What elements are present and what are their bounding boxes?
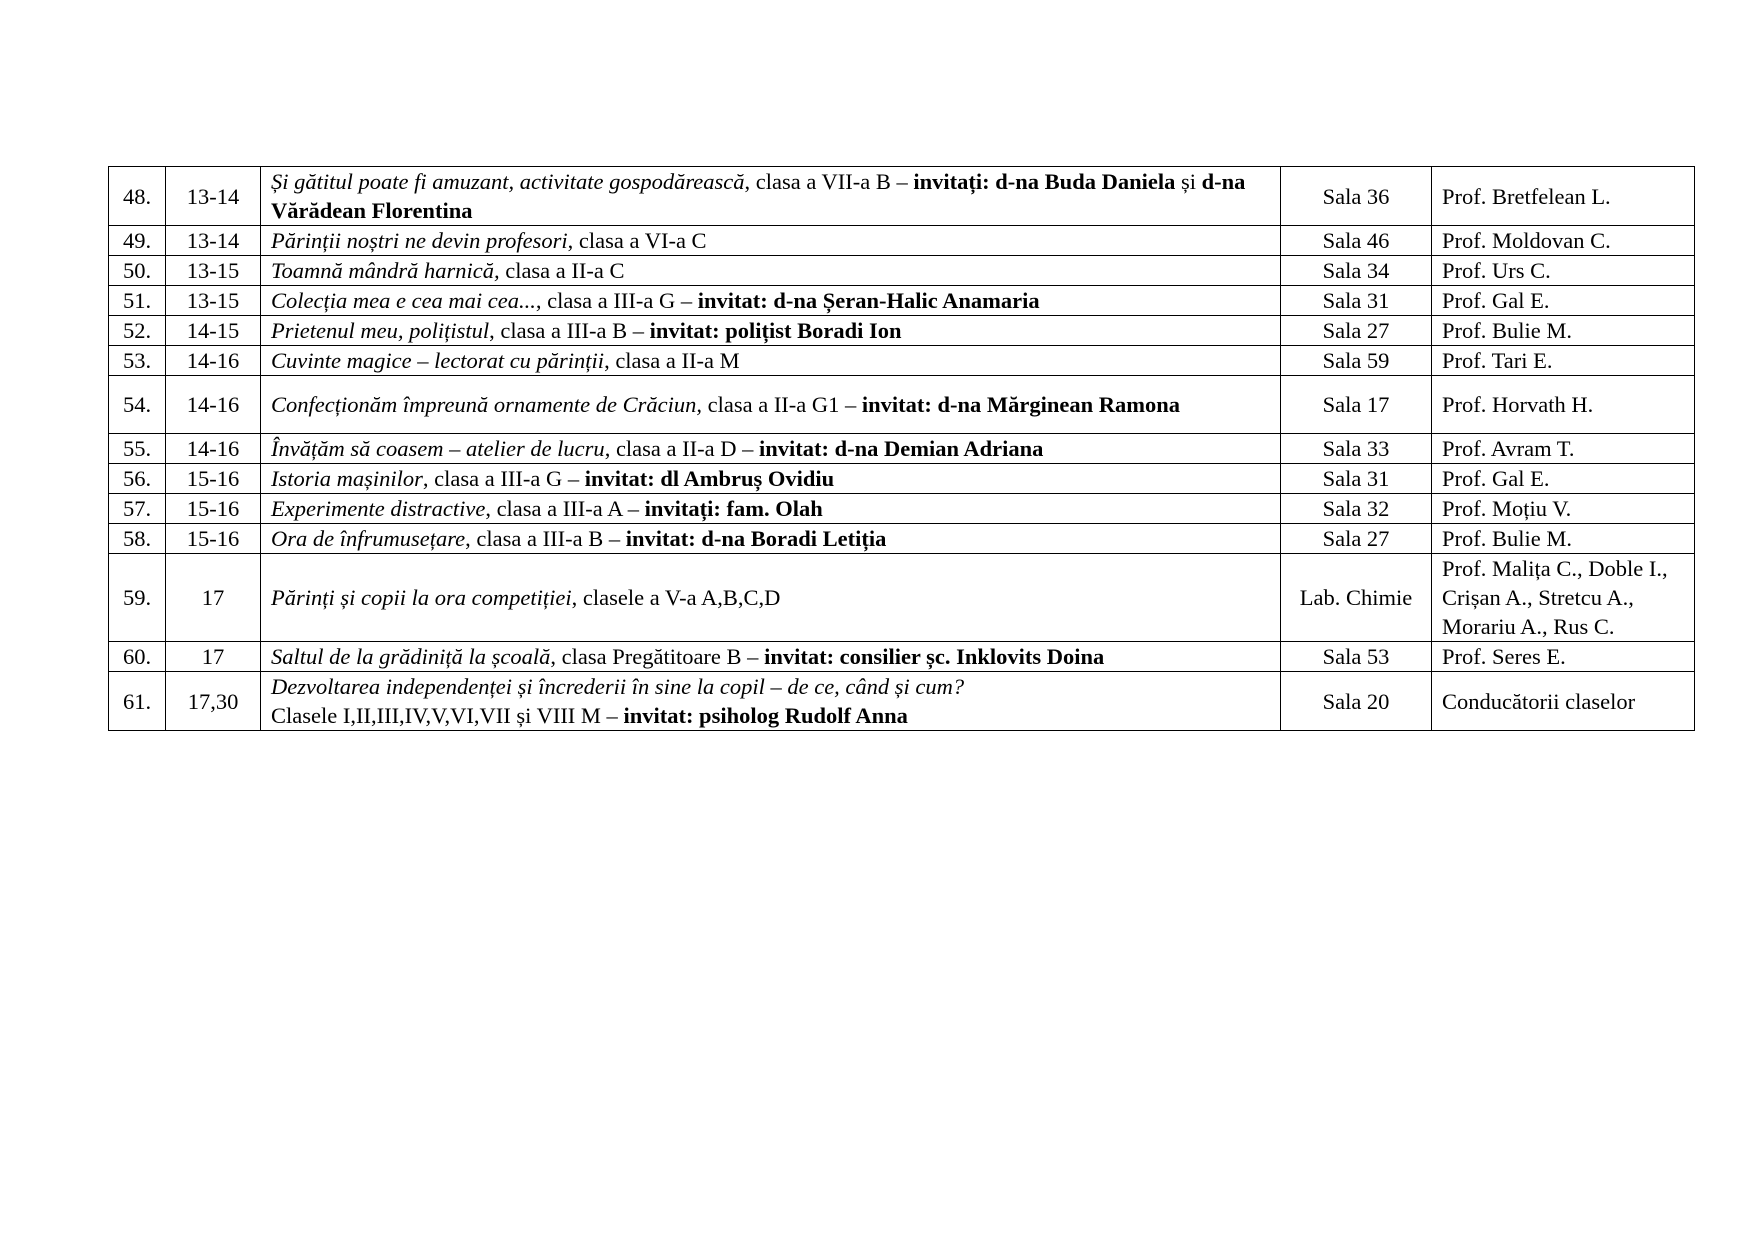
activity-title: Părinții noștri ne devin profesori [271, 228, 568, 253]
table-row [109, 346, 1695, 376]
activity-schedule-table [108, 166, 1695, 731]
teacher-cell: Prof. Malița C., Doble I., Crișan A., Stretcu A., Morariu A., Rus C. [1432, 554, 1695, 642]
time-slot: 13-15 [166, 256, 261, 286]
table-row [109, 524, 1695, 554]
activity-title: Toamnă mândră harnică, [271, 258, 500, 283]
room-cell: Sala 34 [1281, 256, 1432, 286]
room-cell: Sala 31 [1281, 286, 1432, 316]
row-number: 54. [109, 376, 166, 434]
time-slot: 14-16 [166, 346, 261, 376]
teacher-cell: Prof. Moțiu V. [1432, 494, 1695, 524]
row-number: 48. [109, 167, 166, 226]
activity-title: Prietenul meu, polițistul [271, 318, 490, 343]
teacher-cell: Prof. Bulie M. [1432, 524, 1695, 554]
guest-text: invitați: d-na Buda Daniela [913, 169, 1176, 194]
table-row [109, 642, 1695, 672]
teacher-cell: Prof. Urs C. [1432, 256, 1695, 286]
table-row [109, 464, 1695, 494]
room-cell: Sala 31 [1281, 464, 1432, 494]
guest-text: invitat: d-na Șeran-Halic Anamaria [697, 288, 1040, 313]
activity-cell [261, 494, 1281, 524]
time-slot: 17 [166, 554, 261, 642]
row-number: 51. [109, 286, 166, 316]
activity-cell [261, 316, 1281, 346]
class-text: clasa a II-a C [499, 258, 625, 283]
activity-title: Cuvinte magice – lectorat cu părinții [271, 348, 605, 373]
class-text: , clasa a II-a M [604, 348, 740, 373]
guest-text: invitat: d-na Mărginean Ramona [861, 392, 1181, 417]
activity-title: Istoria mașinilor [271, 466, 423, 491]
activity-title: Confecționăm împreună ornamente de Crăciun, [271, 392, 702, 417]
row-number: 60. [109, 642, 166, 672]
table-row [109, 672, 1695, 731]
class-text: , clasa a VI-a C [567, 228, 707, 253]
class-text: Clasele I,II,III,IV,V,VI,VII și VIII M – [271, 703, 624, 728]
room-cell: Sala 32 [1281, 494, 1432, 524]
activity-cell [261, 464, 1281, 494]
time-slot: 14-15 [166, 316, 261, 346]
activity-cell [261, 672, 1281, 731]
room-cell: Lab. Chimie [1281, 554, 1432, 642]
activity-cell [261, 226, 1281, 256]
time-slot: 13-14 [166, 226, 261, 256]
class-text: , clasa a II-a D – [604, 436, 759, 461]
row-number: 52. [109, 316, 166, 346]
room-cell: Sala 33 [1281, 434, 1432, 464]
activity-cell [261, 554, 1281, 642]
table-row [109, 316, 1695, 346]
teacher-cell: Prof. Avram T. [1432, 434, 1695, 464]
activity-title: Învățăm să coasem – atelier de lucru [271, 436, 605, 461]
time-slot: 15-16 [166, 494, 261, 524]
activity-title: Colecția mea e cea mai cea... [271, 288, 536, 313]
table-row [109, 434, 1695, 464]
activity-title: Părinți și copii la ora competiției [271, 585, 572, 610]
table-row [109, 167, 1695, 226]
guest-text-secondary: d-na Vărădean Florentina [271, 169, 1246, 223]
teacher-cell: Prof. Bretfelean L. [1432, 167, 1695, 226]
room-cell: Sala 27 [1281, 316, 1432, 346]
room-cell: Sala 59 [1281, 346, 1432, 376]
time-slot: 14-16 [166, 434, 261, 464]
room-cell: Sala 20 [1281, 672, 1432, 731]
time-slot: 17 [166, 642, 261, 672]
class-text: , clasa a III-a G – [535, 288, 698, 313]
activity-cell [261, 642, 1281, 672]
activity-cell [261, 376, 1281, 434]
activity-title: Dezvoltarea independenței și încrederii în sine la copil – de ce, când și cum? [271, 674, 965, 699]
activity-cell [261, 167, 1281, 226]
time-slot: 15-16 [166, 524, 261, 554]
connector-text: și [1175, 169, 1202, 194]
room-cell: Sala 36 [1281, 167, 1432, 226]
table-row [109, 376, 1695, 434]
teacher-cell: Conducătorii claselor [1432, 672, 1695, 731]
room-cell: Sala 27 [1281, 524, 1432, 554]
activity-cell [261, 256, 1281, 286]
activity-title: Și gătitul poate fi amuzant, activitate gospodărească [271, 169, 745, 194]
time-slot: 13-14 [166, 167, 261, 226]
row-number: 49. [109, 226, 166, 256]
teacher-cell: Prof. Seres E. [1432, 642, 1695, 672]
time-slot: 13-15 [166, 286, 261, 316]
room-cell: Sala 46 [1281, 226, 1432, 256]
room-cell: Sala 17 [1281, 376, 1432, 434]
activity-title: Experimente distractive [271, 496, 486, 521]
teacher-cell: Prof. Moldovan C. [1432, 226, 1695, 256]
table-row [109, 226, 1695, 256]
table-row [109, 554, 1695, 642]
activity-title: Saltul de la grădiniță la școală [271, 644, 551, 669]
guest-text: invitat: d-na Boradi Letiția [625, 526, 887, 551]
table-row [109, 256, 1695, 286]
row-number: 50. [109, 256, 166, 286]
guest-text: invitat: psiholog Rudolf Anna [623, 703, 908, 728]
row-number: 57. [109, 494, 166, 524]
activity-cell [261, 286, 1281, 316]
row-number: 61. [109, 672, 166, 731]
teacher-cell: Prof. Bulie M. [1432, 316, 1695, 346]
row-number: 55. [109, 434, 166, 464]
row-number: 58. [109, 524, 166, 554]
class-text: , clasa a III-a B – [489, 318, 650, 343]
activity-title: Ora de înfrumusețare [271, 526, 466, 551]
table-row [109, 494, 1695, 524]
class-text: , clasa Pregătitoare B – [550, 644, 765, 669]
teacher-cell: Prof. Horvath H. [1432, 376, 1695, 434]
guest-text: invitat: dl Ambruș Ovidiu [584, 466, 835, 491]
teacher-cell: Prof. Gal E. [1432, 464, 1695, 494]
teacher-cell: Prof. Gal E. [1432, 286, 1695, 316]
class-text: , clasa a VII-a B – [744, 169, 914, 194]
time-slot: 15-16 [166, 464, 261, 494]
time-slot: 17,30 [166, 672, 261, 731]
activity-cell [261, 524, 1281, 554]
time-slot: 14-16 [166, 376, 261, 434]
room-cell: Sala 53 [1281, 642, 1432, 672]
table-row [109, 286, 1695, 316]
row-number: 59. [109, 554, 166, 642]
class-text: , clasa a III-a G – [422, 466, 585, 491]
guest-text: invitat: polițist Boradi Ion [649, 318, 902, 343]
class-text: , clasele a V-a A,B,C,D [571, 585, 781, 610]
class-text: , clasa a III-a A – [485, 496, 645, 521]
guest-text: invitat: consilier șc. Inklovits Doina [764, 644, 1105, 669]
row-number: 56. [109, 464, 166, 494]
guest-text: invitați: fam. Olah [644, 496, 823, 521]
teacher-cell: Prof. Tari E. [1432, 346, 1695, 376]
class-text: clasa a II-a G1 – [701, 392, 862, 417]
activity-cell [261, 434, 1281, 464]
class-text: , clasa a III-a B – [465, 526, 626, 551]
row-number: 53. [109, 346, 166, 376]
guest-text: invitat: d-na Demian Adriana [758, 436, 1044, 461]
activity-cell [261, 346, 1281, 376]
